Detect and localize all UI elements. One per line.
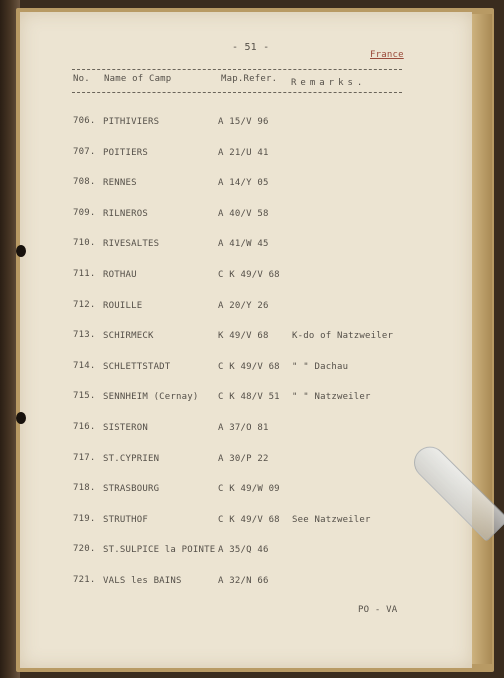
row-number: 712. <box>73 299 96 310</box>
country-label: France <box>370 50 404 60</box>
header-no: No. <box>73 74 90 84</box>
row-number: 721. <box>73 575 96 585</box>
header-rule-bottom <box>72 92 402 93</box>
map-reference: A 14/Y 05 <box>218 178 269 189</box>
row-number: 708. <box>73 177 96 188</box>
row-number: 709. <box>73 207 96 218</box>
camp-name: ST.CYPRIEN <box>103 453 160 464</box>
camp-name: RILNEROS <box>103 208 148 219</box>
table-row <box>0 116 504 130</box>
map-reference: A 35/Q 46 <box>218 545 269 556</box>
remarks-cell: K-do of Natzweiler <box>292 331 394 342</box>
camp-name: SCHLETTSTADT <box>103 361 171 372</box>
footer-code: PO - VA <box>358 605 398 615</box>
camp-name: POITIERS <box>103 147 148 158</box>
map-reference: C K 49/V 68 <box>218 361 280 372</box>
table-row <box>0 300 504 314</box>
table-row <box>0 330 504 344</box>
header-rule-top <box>72 69 402 70</box>
row-number: 718. <box>73 483 96 494</box>
header-name: Name of Camp <box>104 74 172 84</box>
table-row <box>0 422 504 436</box>
table-row <box>0 514 504 528</box>
row-number: 720. <box>73 544 96 555</box>
camp-name: STRUTHOF <box>103 514 148 525</box>
map-reference: A 21/U 41 <box>218 147 269 158</box>
map-reference: C K 49/V 68 <box>218 270 280 280</box>
map-reference: A 37/O 81 <box>218 423 269 433</box>
table-row <box>0 238 504 252</box>
remarks-cell: See Natzweiler <box>292 514 371 525</box>
camp-name: PITHIVIERS <box>103 117 160 127</box>
map-reference: C K 49/V 68 <box>218 514 280 525</box>
row-number: 713. <box>73 330 96 341</box>
table-row <box>0 575 504 589</box>
map-reference: K 49/V 68 <box>218 331 269 342</box>
map-reference: C K 48/V 51 <box>218 392 280 403</box>
map-reference: A 41/W 45 <box>218 239 269 250</box>
table-row <box>0 391 504 405</box>
camp-name: STRASBOURG <box>103 484 160 495</box>
camp-name: SISTERON <box>103 423 148 433</box>
table-row <box>0 544 504 558</box>
header-map-ref: Map.Refer. <box>221 74 278 84</box>
table-row <box>0 361 504 375</box>
table-row <box>0 483 504 497</box>
row-number: 711. <box>73 269 96 279</box>
row-number: 717. <box>73 452 96 463</box>
header-remarks: Remarks. <box>291 78 367 88</box>
remarks-cell: " " Natzweiler <box>292 392 371 403</box>
map-reference: A 15/V 96 <box>218 117 269 127</box>
camp-name: SCHIRMECK <box>103 331 154 342</box>
map-reference: A 20/Y 26 <box>218 300 269 311</box>
table-row <box>0 147 504 161</box>
page-number: - 51 - <box>232 42 270 53</box>
table-row <box>0 177 504 191</box>
row-number: 707. <box>73 146 96 157</box>
map-reference: C K 49/W 09 <box>218 484 280 495</box>
map-reference: A 30/P 22 <box>218 453 269 464</box>
map-reference: A 32/N 66 <box>218 576 269 586</box>
row-number: 714. <box>73 360 96 371</box>
camp-name: ROTHAU <box>103 270 137 280</box>
row-number: 716. <box>73 422 96 432</box>
camp-name: RENNES <box>103 178 137 189</box>
camp-name: SENNHEIM (Cernay) <box>103 392 199 403</box>
row-number: 715. <box>73 391 96 402</box>
camp-name: ROUILLE <box>103 300 143 311</box>
row-number: 719. <box>73 513 96 524</box>
camp-name: RIVESALTES <box>103 239 160 250</box>
table-row <box>0 269 504 283</box>
row-number: 710. <box>73 238 96 249</box>
camp-name: VALS les BAINS <box>103 576 182 586</box>
map-reference: A 40/V 58 <box>218 208 269 219</box>
row-number: 706. <box>73 116 96 126</box>
camp-name: ST.SULPICE la POINTE <box>103 545 216 556</box>
table-row <box>0 208 504 222</box>
remarks-cell: " " Dachau <box>292 361 349 372</box>
